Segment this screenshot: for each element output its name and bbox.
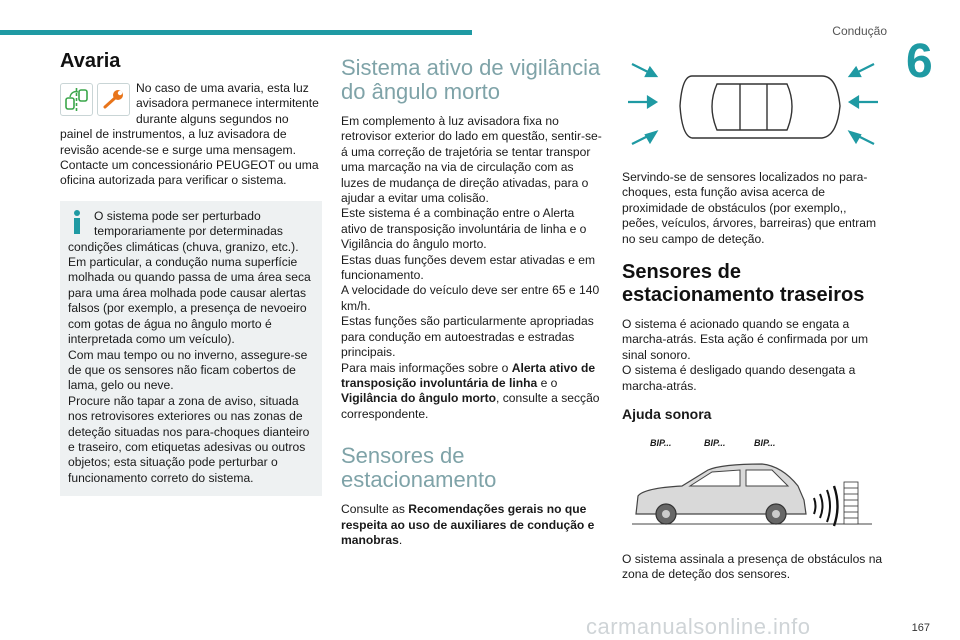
- chapter-number: 6: [906, 35, 933, 88]
- rear-sensors-text-1: O sistema é acionado quando se engata a marcha-atrás. Esta ação é confirmada por um sinal sonoro.: [622, 317, 869, 362]
- link-general-recommendations: Recomendações gerais no que respeita ao uso de auxiliares de condução e manobras: [341, 502, 595, 547]
- section-title: Condução: [832, 24, 887, 38]
- parking-sensors-text: Consulte as Recomendações gerais no que respeita ao uso de auxiliares de condução e manobras.: [341, 502, 595, 547]
- info-box: [60, 201, 322, 496]
- parking-function-text: Servindo-se de sensores localizados no para-choques, esta função avisa acerca de proximidade de obstáculos (por exemplo,, peões, veículos, árvores, barreiras) que entram no seu campo de deteção.: [622, 170, 877, 246]
- blind-spot-text-5: Estas funções são particularmente apropriadas para condução em autoestradas e estradas principais.: [341, 314, 594, 360]
- heading-blind-spot: Sistema ativo de vigilância do ângulo morto: [341, 55, 601, 104]
- service-wrench-icon: [97, 83, 130, 116]
- avaria-text-2: Contacte um concessionário PEUGEOT ou uma oficina autorizada para verificar o sistema.: [60, 158, 319, 188]
- audio-aid-text: O sistema assinala a presença de obstáculos na zona de deteção dos sensores.: [622, 552, 883, 582]
- heading-rear-sensors: Sensores de estacionamento traseiros: [622, 261, 865, 307]
- page-number: 167: [911, 622, 930, 634]
- heading-avaria: Avaria: [60, 50, 121, 72]
- avaria-block: [60, 81, 322, 189]
- rear-sensors-text-2: O sistema é desligado quando desengata a marcha-atrás.: [622, 363, 856, 393]
- blind-spot-text-6: Para mais informações sobre o Alerta ativo de transposição involuntária de linha e o Vigilância do ângulo morto, consulte a secção correspondente.: [341, 360, 600, 421]
- column-right: [622, 56, 884, 583]
- heading-parking-sensors: Sensores de estacionamento: [341, 443, 497, 493]
- header-accent-bar: [0, 30, 472, 35]
- audio-aid-illustration: [622, 438, 884, 538]
- heading-audio-aid: Ajuda sonora: [622, 406, 712, 423]
- link-blind-spot: Vigilância do ângulo morto: [341, 391, 496, 406]
- blind-spot-text-2: Este sistema é a combinação entre o Alerta ativo de transposição involuntária de linha e o Vigilância do ângulo morto.: [341, 206, 587, 252]
- lane-assist-warning-icon: [60, 83, 93, 116]
- avaria-text-1: No caso de uma avaria, esta luz avisadora permanece intermitente durante alguns segundos no painel de instrumentos, a luz avisadora de revisão acende-se e surge uma mensagem.: [60, 81, 319, 157]
- car-sensors-illustration: [622, 56, 884, 156]
- column-middle: [341, 56, 603, 548]
- info-text: O sistema pode ser perturbado temporariamente por determinadas condições climáticas (chuva, granizo, etc.). Em particular, a condução numa superfície molhada ou quando passa de uma área seca para uma área molhada pode causar alertas falsos (por exemplo, a presença de nevoeiro com gotas de água no ângulo morto é interpretada como um veículo). Com mau tempo ou no inverno, assegure-se de que os sensores não ficam cobertos de lama, gelo ou neve. Procure não tapar a zona de aviso, situada nos retrovisores exteriores ou nas zonas de deteção situadas nos para-choques dianteiro e traseiro, com etiquetas adesivas ou outros objetos; esta situação pode perturbar o funcionamento correto do sistema.: [68, 208, 311, 485]
- blind-spot-text-3: Estas duas funções devem estar ativadas e em funcionamento.: [341, 252, 596, 283]
- bip-label-2: BIP...: [704, 438, 726, 449]
- link-lane-alert: Alerta ativo de transposição involuntária de linha: [341, 360, 596, 390]
- blind-spot-text-4: A velocidade do veículo deve ser entre 65 e 140 km/h.: [341, 283, 600, 313]
- column-left: [60, 50, 322, 496]
- bip-label-1: BIP...: [650, 438, 672, 449]
- bip-label-3: BIP...: [754, 438, 776, 449]
- warning-icons: [60, 83, 130, 116]
- blind-spot-text-1: Em complemento à luz avisadora fixa no retrovisor exterior do lado em questão, sentir-se-á uma correção de trajetória se tentar transpor uma marcação na via de circulação com as luzes de mudança de direção ativadas, para o ajudar a evitar uma colisão.: [341, 114, 602, 206]
- watermark: carmanualsonline.info: [586, 614, 811, 639]
- info-icon: [68, 209, 86, 235]
